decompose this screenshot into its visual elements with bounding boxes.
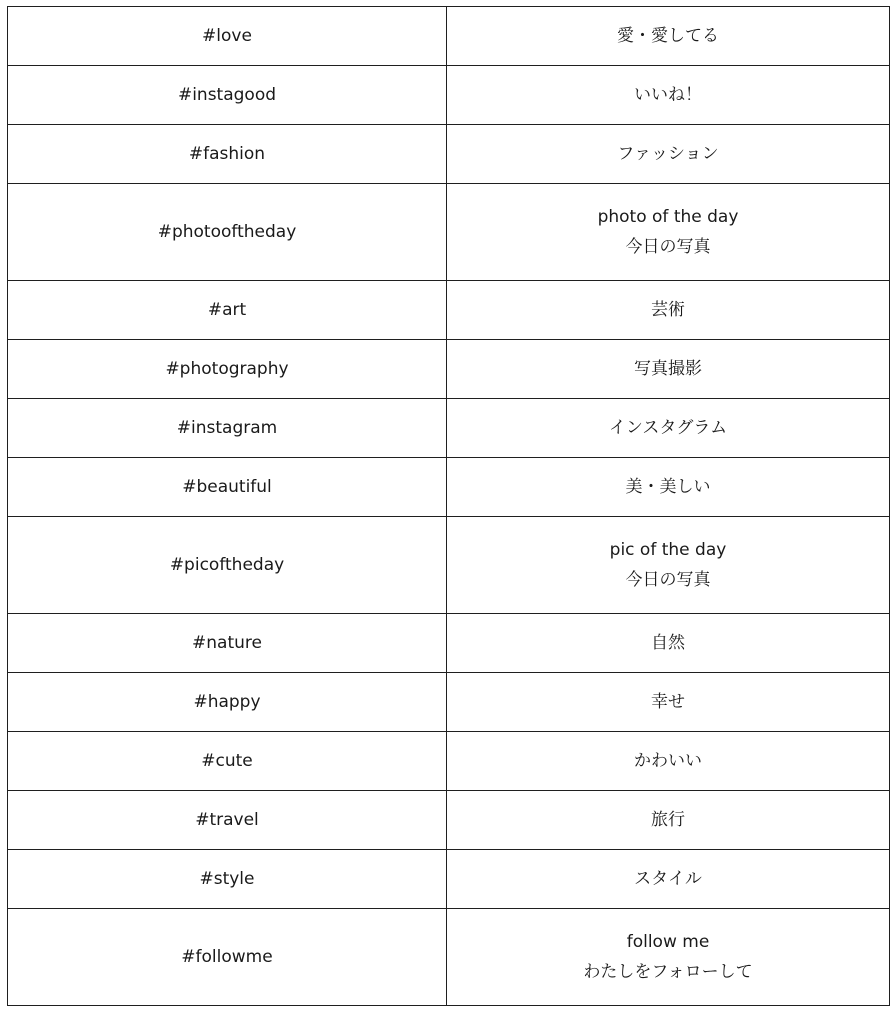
meaning-cell <box>447 7 890 66</box>
meaning-cell <box>447 673 890 732</box>
hashtag-cell: #happy <box>8 673 447 732</box>
table-row <box>8 909 890 1006</box>
hashtag-cell: #fashion <box>8 125 447 184</box>
meaning-line: いいね！ <box>634 85 702 105</box>
table-row <box>8 517 890 614</box>
hashtag-cell: #art <box>8 281 447 340</box>
meaning-cell <box>447 517 890 614</box>
hashtag-table <box>7 6 890 1006</box>
table-row <box>8 340 890 399</box>
hashtag-cell: #photography <box>8 340 447 399</box>
meaning-line-english: follow me <box>626 932 710 952</box>
meaning-line: 自然 <box>651 633 685 653</box>
table-row <box>8 281 890 340</box>
hashtag-cell: #instagram <box>8 399 447 458</box>
hashtag-cell: #photooftheday <box>8 184 447 281</box>
table-row <box>8 791 890 850</box>
hashtag-cell: #love <box>8 7 447 66</box>
hashtag-cell: #followme <box>8 909 447 1006</box>
meaning-line-japanese: 今日の写真 <box>625 570 711 590</box>
table-row <box>8 614 890 673</box>
meaning-line-japanese: 今日の写真 <box>625 237 711 257</box>
table-row <box>8 732 890 791</box>
meaning-cell <box>447 791 890 850</box>
meaning-cell <box>447 340 890 399</box>
meaning-cell <box>447 66 890 125</box>
meaning-cell <box>447 614 890 673</box>
meaning-line: 愛・愛してる <box>617 26 719 46</box>
meaning-cell <box>447 850 890 909</box>
meaning-line: 美・美しい <box>625 477 711 497</box>
meaning-cell <box>447 909 890 1006</box>
meaning-line: かわいい <box>634 751 702 771</box>
table-row <box>8 399 890 458</box>
meaning-line: スタイル <box>634 869 702 889</box>
hashtag-cell: #style <box>8 850 447 909</box>
meaning-line: 幸せ <box>651 692 685 712</box>
table-row <box>8 458 890 517</box>
hashtag-cell: #beautiful <box>8 458 447 517</box>
meaning-cell <box>447 458 890 517</box>
meaning-line-english: pic of the day <box>609 540 727 560</box>
table-row <box>8 184 890 281</box>
table-row <box>8 7 890 66</box>
hashtag-cell: #instagood <box>8 66 447 125</box>
meaning-line-english: photo of the day <box>597 207 739 227</box>
meaning-cell <box>447 184 890 281</box>
meaning-line-japanese: わたしをフォローして <box>583 962 753 982</box>
hashtag-cell: #cute <box>8 732 447 791</box>
hashtag-cell: #travel <box>8 791 447 850</box>
meaning-cell <box>447 281 890 340</box>
meaning-cell <box>447 732 890 791</box>
table-row <box>8 66 890 125</box>
meaning-cell <box>447 125 890 184</box>
meaning-cell <box>447 399 890 458</box>
meaning-line: 芸術 <box>651 300 685 320</box>
meaning-line: 写真撮影 <box>634 359 702 379</box>
hashtag-cell: #nature <box>8 614 447 673</box>
meaning-line: 旅行 <box>651 810 685 830</box>
table-row <box>8 673 890 732</box>
hashtag-table-container <box>7 6 887 1006</box>
table-row <box>8 125 890 184</box>
meaning-line: インスタグラム <box>608 418 728 438</box>
meaning-line: ファッション <box>617 144 719 164</box>
hashtag-cell: #picoftheday <box>8 517 447 614</box>
table-row <box>8 850 890 909</box>
